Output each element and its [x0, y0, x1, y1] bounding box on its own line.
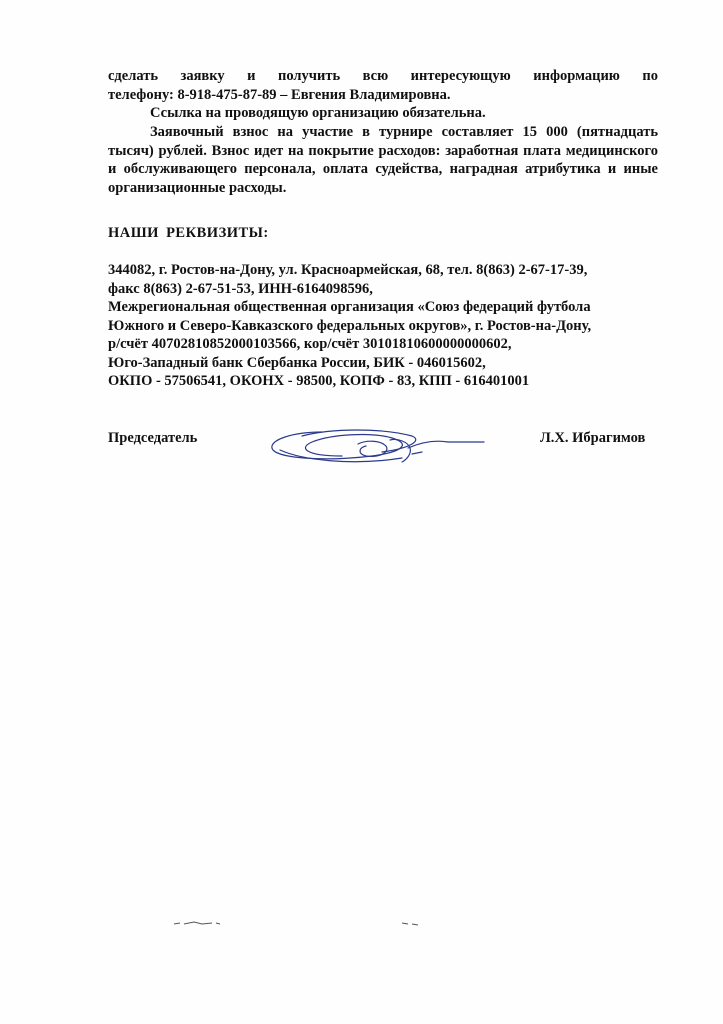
requisites-line: Южного и Северо-Кавказского федеральных округов», г. Ростов-на-Дону, [108, 317, 592, 334]
handwritten-signature [262, 418, 492, 470]
scan-smudge [172, 918, 222, 928]
fee-text: Заявочный взнос на участие в турнире составляет 15 000 (пятнадцать тысяч) рублей. Взнос идет на покрытие расходов: заработная плата медицинского и обслуживающего персонала, оплата судейства, наградная атрибутика и иные организационные расходы. [108, 124, 658, 196]
contact-paragraph [108, 67, 658, 104]
requisites-block [108, 261, 668, 391]
requisites-line: р/счёт 40702810852000103566, кор/счёт 30101810600000000602, [108, 336, 512, 352]
contact-line-1: сделать заявку и получить всю интересующую информацию по [108, 68, 658, 84]
requisites-line: 344082, г. Ростов-на-Дону, ул. Красноармейская, 68, тел. 8(863) 2-67-17-39, [108, 262, 588, 278]
signatory-name: Л.Х. Ибрагимов [540, 430, 646, 446]
reference-paragraph [108, 104, 658, 123]
requisites-line: Межрегиональная общественная организация «Союз федераций футбола [108, 299, 591, 315]
requisites-line: ОКПО - 57506541, ОКОНХ - 98500, КОПФ - 83, КПП - 616401001 [108, 373, 530, 389]
fee-paragraph [108, 123, 658, 197]
requisites-line: Юго-Западный банк Сбербанка России, БИК - 046015602, [108, 354, 486, 371]
scan-smudge [398, 919, 428, 929]
reference-text: Ссылка на проводящую организацию обязательна. [150, 105, 486, 121]
signature-title: Председатель [108, 430, 198, 446]
requisites-line: факс 8(863) 2-67-51-53, ИНН-6164098596, [108, 280, 373, 297]
requisites-heading: НАШИ РЕКВИЗИТЫ: [108, 225, 269, 241]
contact-line-2: телефону: 8-918-475-87-89 – Евгения Владимировна. [108, 86, 451, 103]
